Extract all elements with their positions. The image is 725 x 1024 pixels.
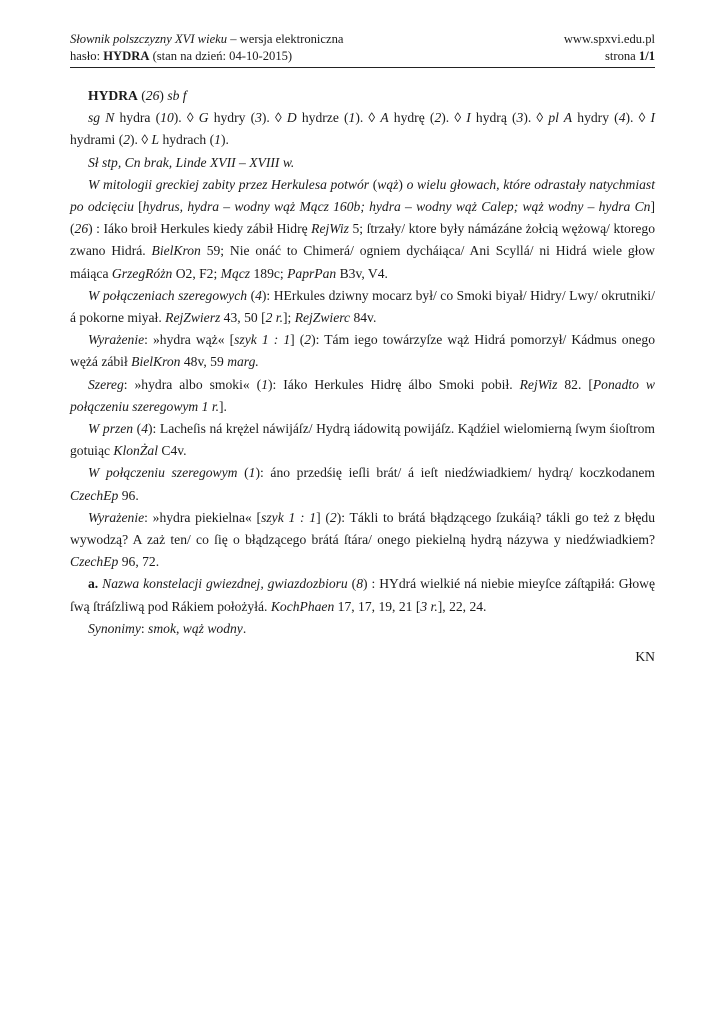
- usage-series-hydra-albo-smoki: Szereg: »hydra albo smoki« (1): Iáko Herkules Hidrę álbo Smoki pobił. RejWiz 82. [Ponadto w połączeniu szeregowym 1 r.].: [70, 376, 655, 414]
- entry-body: [70, 85, 655, 668]
- synonyms: Synonimy: smok, wąż wodny.: [88, 620, 247, 636]
- usage-figurative: W przen (4): Lacheſis ná krężel náwijáſz/ Hydrą iádowitą powijáſz. Kądźiel wielomierną ſwym śioſtrom gotuiąc KlonŻal C4v.: [70, 421, 655, 459]
- header-page: strona 1/1: [604, 49, 655, 63]
- header-source: Słownik polszczyzny XVI wieku – wersja elektroniczna: [70, 32, 344, 46]
- definition-paragraph: W mitologii greckiej zabity przez Herkulesa potwór (wąż) o wielu głowach, które odrastały natychmiast po odcięciu [hydrus, hydra – wodny wąż Mącz 160b; hydra – wodny wąż Calep; wąż wodny – hydra Cn] (26) : Iáko broił Herkules kiedy zábił Hidrę RejWiz 5; ſtrzały/ ktore były námázáne żołcią wężową/ ktorego zwano Hidrá. BielKron 59; Nie onáć to Chimerá/ ogniem dycháiąca/ Ani Scyllá/ ni Hidrá wiele głow máiąca GrzegRóżn O2, F2; Mącz 189c; PaprPan B3v, V4.: [70, 176, 656, 281]
- page-header: [70, 31, 655, 65]
- header-url: www.spxvi.edu.pl: [563, 32, 655, 46]
- header-divider: [70, 67, 655, 68]
- usage-serial-connections: W połączeniach szeregowych (4): HErkules dziwny mocarz był/ co Smoki biyał/ Hidry/ Lwy/ okrutniki/ á pokorne miyał. RejZwierz 43, 50 [2 r.]; RejZwierc 84v.: [70, 287, 655, 326]
- dictionary-sources: Sł stp, Cn brak, Linde XVII – XVIII w.: [88, 154, 295, 170]
- author-signature: KN: [635, 649, 655, 665]
- usage-expression-hydra-piekielna: Wyrażenie: »hydra piekielna« [szyk 1 : 1] (2): Tákli to brátá błądzącego ſzukáią? tákli go też z błędu wywodzą? A zaż ten/ co ſię o błądzącego brátá ſtára/ onego piekielną hydrą názywa y niedźwiadkiem? CzechEp 96, 72.: [70, 509, 655, 570]
- usage-figurative-serial: W połączeniu szeregowym (1): áno przedśię ieſli brát/ á ieſt niedźwiadkiem/ hydrą/ koczkodanem CzechEp 96.: [70, 465, 655, 503]
- inflection-forms: sg N hydra (10). ◊ G hydry (3). ◊ D hydrze (1). ◊ A hydrę (2). ◊ I hydrą (3). ◊ pl A hydry (4). ◊ I hydrami (2). ◊ L hydrach (1).: [70, 110, 655, 148]
- sense-constellation: a. Nazwa konstelacji gwiezdnej, gwiazdozbioru (8) : HYdrá wielkié ná niebie mieyſce záſtąpiłá: Głowę ſwą ſtráſzliwą pod Rákiem położyłá. KochPhaen 17, 17, 19, 21 [3 r.], 22, 24.: [70, 576, 656, 614]
- header-entry: hasło: HYDRA (stan na dzień: 04-10-2015): [70, 49, 293, 63]
- usage-expression-hydra-waz: Wyrażenie: »hydra wąż« [szyk 1 : 1] (2): Tám iego towárzyſze wąż Hidrá pomorzył/ Kádmus onego wężá zábił BielKron 48v, 59 marg.: [70, 332, 655, 370]
- entry-headword-line: HYDRA (26) sb f: [88, 88, 187, 103]
